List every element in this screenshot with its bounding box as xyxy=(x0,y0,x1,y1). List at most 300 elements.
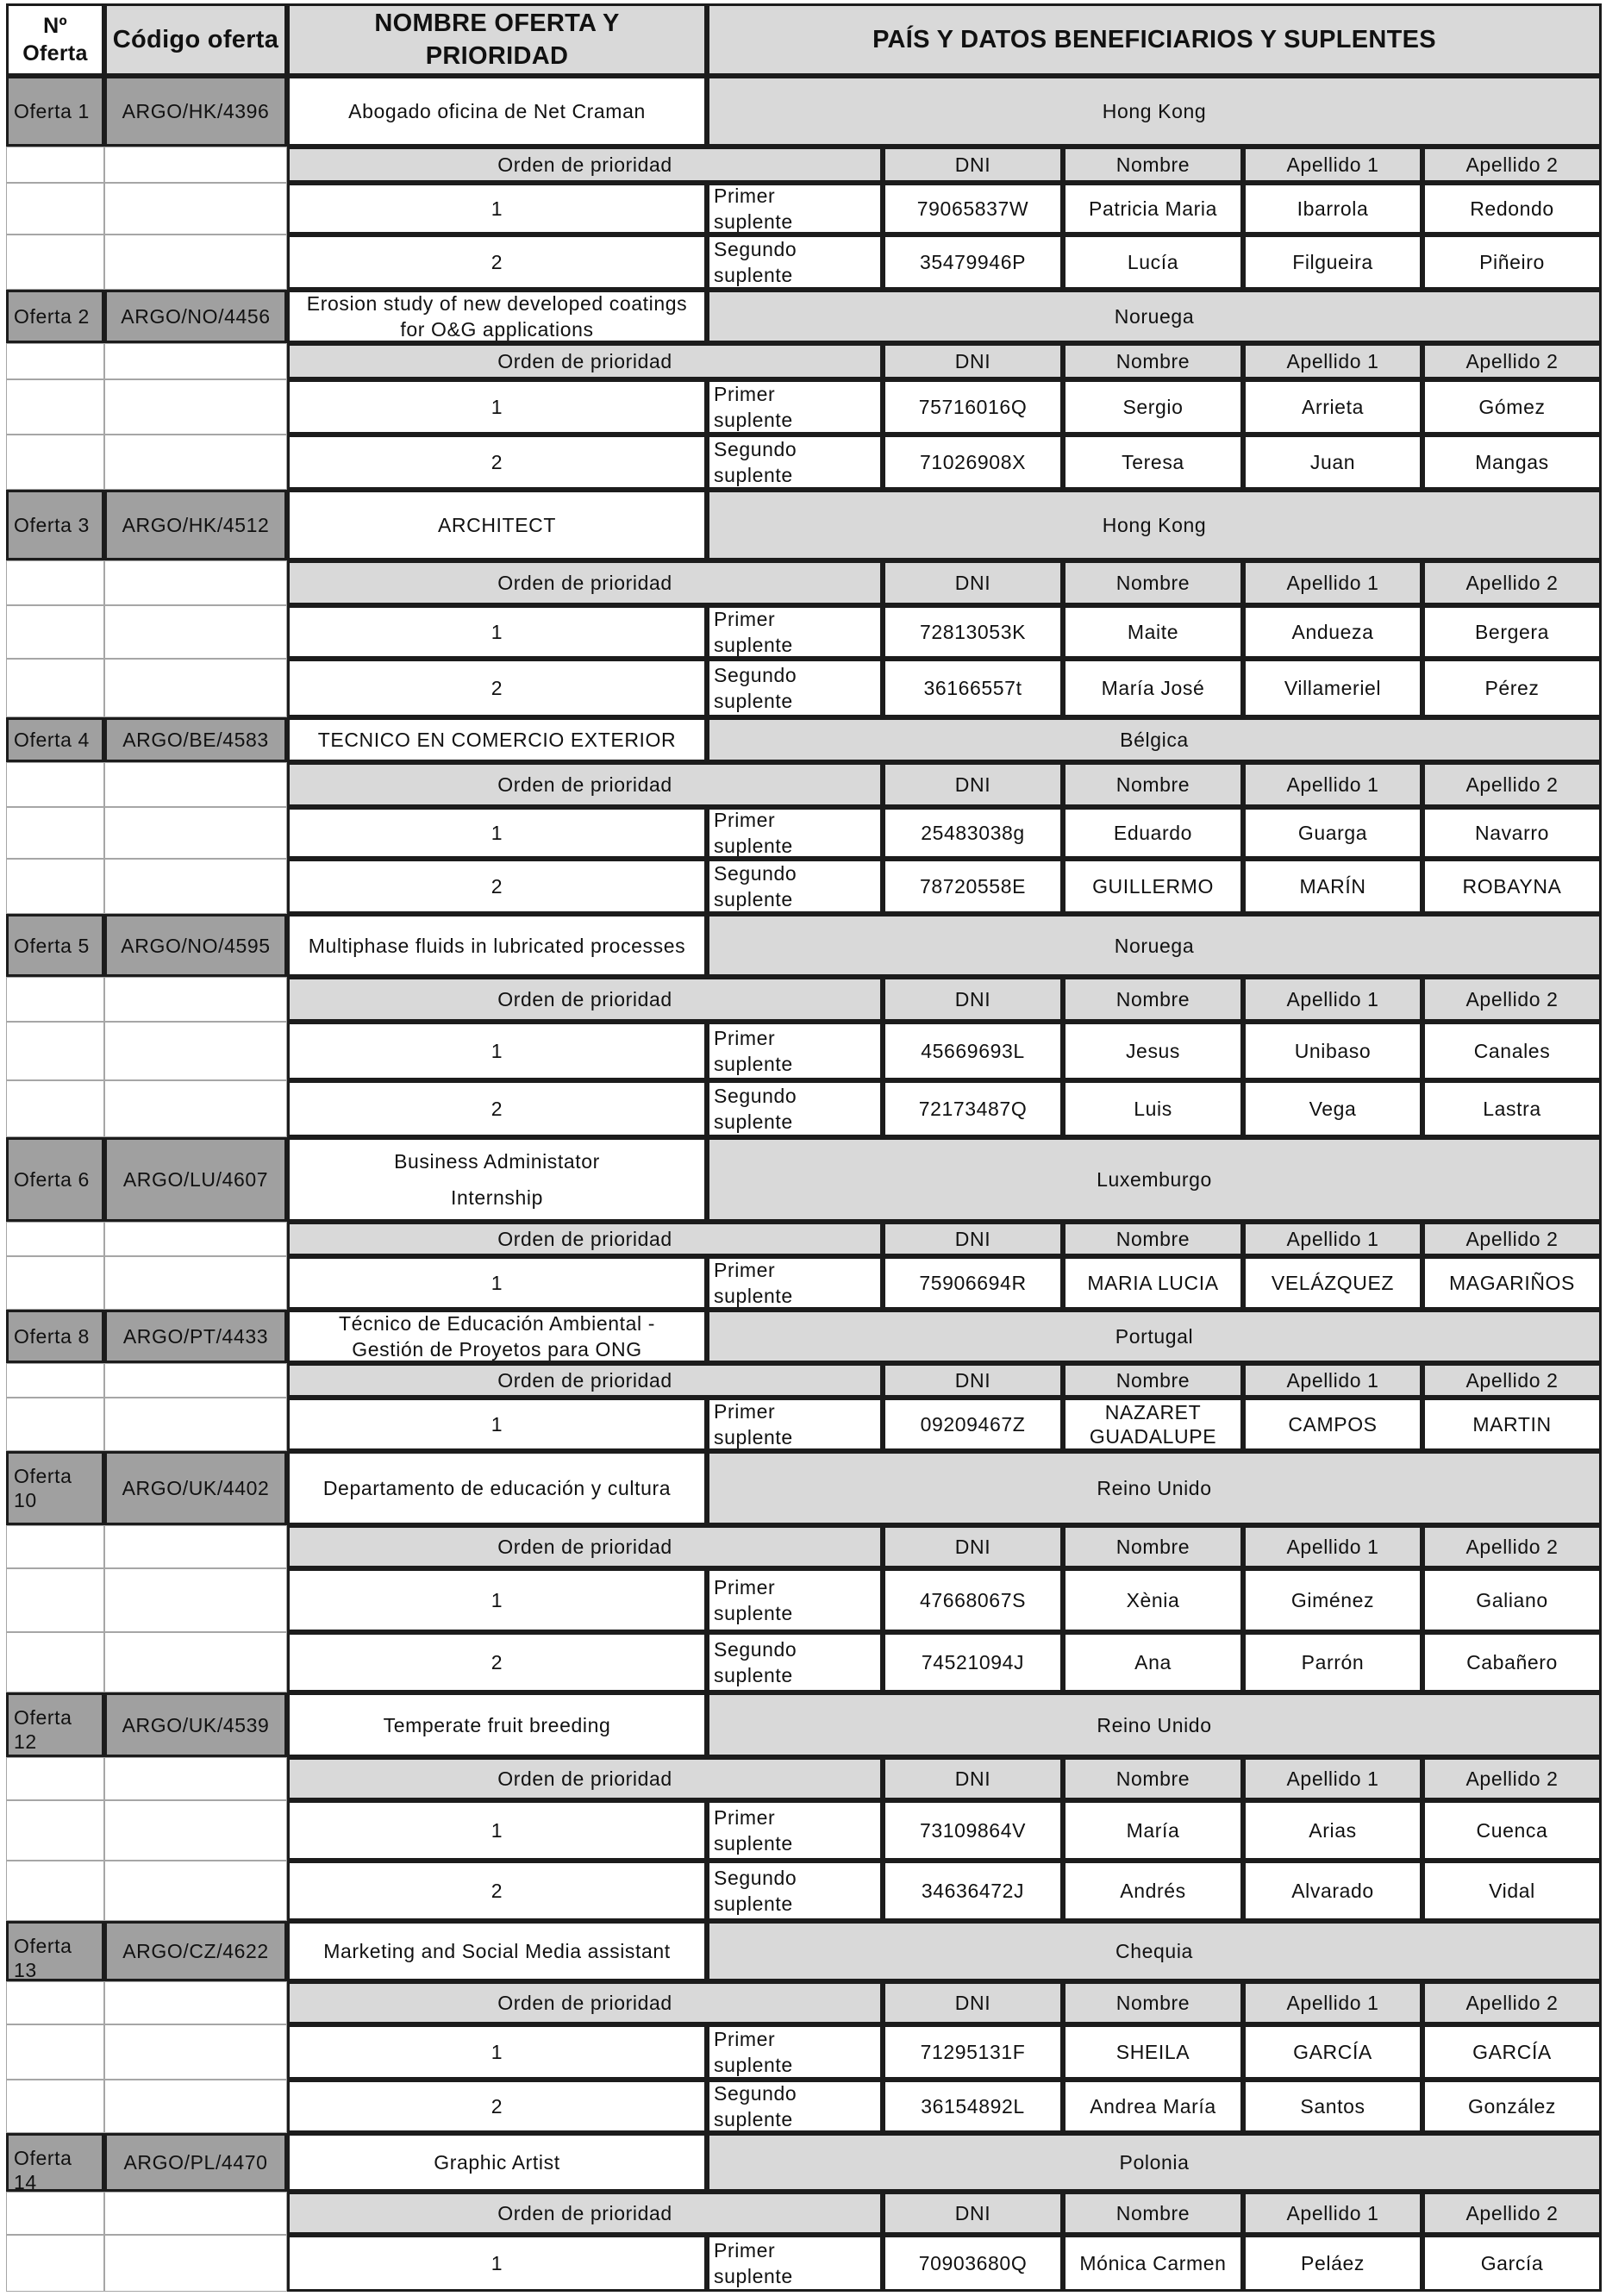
priority-order: 2 xyxy=(287,435,707,490)
apellido2-value: Canales xyxy=(1422,1022,1602,1080)
offer-code: ARGO/HK/4396 xyxy=(104,76,287,147)
apellido2-label: Apellido 2 xyxy=(1422,560,1602,605)
blank-cell xyxy=(104,1256,287,1310)
apellido2-label: Apellido 2 xyxy=(1422,1363,1602,1398)
substitute-suffix: suplente xyxy=(714,1110,793,1133)
offer-country: Luxemburgo xyxy=(707,1137,1602,1222)
nombre-value: Eduardo xyxy=(1063,807,1243,859)
apellido1-label: Apellido 1 xyxy=(1243,1363,1422,1398)
offer-country: Chequia xyxy=(707,1921,1602,1981)
substitute-type-word: Primer xyxy=(714,2028,776,2050)
apellido1-value: Parrón xyxy=(1243,1632,1422,1692)
substitute-suffix: suplente xyxy=(714,210,793,233)
offer-title: ARCHITECT xyxy=(287,490,707,560)
blank-cell xyxy=(104,2024,287,2080)
blank-cell xyxy=(6,1363,104,1398)
substitute-type-word: Segundo xyxy=(714,1085,797,1107)
substitute-type xyxy=(707,859,883,914)
offer-number: Oferta 3 xyxy=(6,490,104,560)
nombre-value: Mónica Carmen xyxy=(1063,2235,1243,2292)
substitute-suffix: suplente xyxy=(714,464,793,486)
substitute-type xyxy=(707,1861,883,1921)
blank-cell xyxy=(104,605,287,659)
header-num-text: Nº Oferta xyxy=(22,14,88,66)
blank-cell xyxy=(104,435,287,490)
nombre-value: Andrea María xyxy=(1063,2080,1243,2133)
nombre-value: NAZARET GUADALUPE xyxy=(1063,1398,1243,1451)
substitute-suffix: suplente xyxy=(714,835,793,857)
offer-title: Erosion study of new developed coatings for O&G applications xyxy=(287,290,707,343)
substitute-type-word: Primer xyxy=(714,1806,776,1829)
blank-cell xyxy=(6,1398,104,1451)
apellido2-value: González xyxy=(1422,2080,1602,2133)
apellido2-value: Galiano xyxy=(1422,1568,1602,1632)
substitute-type-word: Primer xyxy=(714,1576,776,1598)
nombre-value: Lucía xyxy=(1063,235,1243,290)
priority-label: Orden de prioridad xyxy=(287,2192,883,2235)
priority-order: 2 xyxy=(287,659,707,717)
dni-value: 71026908X xyxy=(883,435,1063,490)
offer-code: ARGO/CZ/4622 xyxy=(104,1921,287,1981)
blank-cell xyxy=(6,2192,104,2235)
apellido2-label: Apellido 2 xyxy=(1422,762,1602,807)
offer-code: ARGO/UK/4539 xyxy=(104,1692,287,1757)
priority-order: 1 xyxy=(287,1800,707,1861)
priority-order: 2 xyxy=(287,1632,707,1692)
dni-value: 47668067S xyxy=(883,1568,1063,1632)
blank-cell xyxy=(6,977,104,1022)
substitute-suffix: suplente xyxy=(714,1832,793,1855)
substitute-suffix: suplente xyxy=(714,1892,793,1915)
blank-cell xyxy=(6,1757,104,1800)
nombre-value: SHEILA xyxy=(1063,2024,1243,2080)
substitute-type xyxy=(707,435,883,490)
blank-cell xyxy=(104,2080,287,2133)
offer-number: Oferta 2 xyxy=(6,290,104,343)
substitute-suffix: suplente xyxy=(714,2265,793,2287)
blank-cell xyxy=(6,859,104,914)
blank-cell xyxy=(104,1632,287,1692)
offer-country: Noruega xyxy=(707,290,1602,343)
apellido2-value: MAGARIÑOS xyxy=(1422,1256,1602,1310)
substitute-suffix: suplente xyxy=(714,2108,793,2130)
substitute-type xyxy=(707,1632,883,1692)
dni-label: DNI xyxy=(883,1363,1063,1398)
priority-order: 2 xyxy=(287,1080,707,1137)
blank-cell xyxy=(104,1222,287,1256)
priority-label: Orden de prioridad xyxy=(287,762,883,807)
dni-label: DNI xyxy=(883,560,1063,605)
priority-order: 1 xyxy=(287,1256,707,1310)
apellido2-value: Bergera xyxy=(1422,605,1602,659)
apellido1-label: Apellido 1 xyxy=(1243,2192,1422,2235)
substitute-type xyxy=(707,807,883,859)
blank-cell xyxy=(104,147,287,183)
apellido1-value: Filgueira xyxy=(1243,235,1422,290)
blank-cell xyxy=(104,1080,287,1137)
blank-cell xyxy=(6,1861,104,1921)
dni-value: 71295131F xyxy=(883,2024,1063,2080)
nombre-label: Nombre xyxy=(1063,1222,1243,1256)
blank-cell xyxy=(6,2024,104,2080)
apellido1-value: Giménez xyxy=(1243,1568,1422,1632)
blank-cell xyxy=(6,807,104,859)
apellido1-label: Apellido 1 xyxy=(1243,1222,1422,1256)
apellido1-value: Santos xyxy=(1243,2080,1422,2133)
apellido1-value: Guarga xyxy=(1243,807,1422,859)
blank-cell xyxy=(6,343,104,379)
blank-cell xyxy=(104,1757,287,1800)
priority-label: Orden de prioridad xyxy=(287,560,883,605)
dni-value: 75716016Q xyxy=(883,379,1063,435)
substitute-type-word: Primer xyxy=(714,185,776,207)
blank-cell xyxy=(6,1800,104,1861)
nombre-value: Xènia xyxy=(1063,1568,1243,1632)
priority-label: Orden de prioridad xyxy=(287,977,883,1022)
substitute-type xyxy=(707,1256,883,1310)
substitute-type xyxy=(707,1398,883,1451)
dni-label: DNI xyxy=(883,1525,1063,1568)
offer-country: Hong Kong xyxy=(707,490,1602,560)
priority-order: 1 xyxy=(287,1398,707,1451)
substitute-type xyxy=(707,605,883,659)
apellido2-value: Piñeiro xyxy=(1422,235,1602,290)
apellido2-value: Cabañero xyxy=(1422,1632,1602,1692)
blank-cell xyxy=(6,1222,104,1256)
blank-cell xyxy=(6,147,104,183)
blank-cell xyxy=(104,1363,287,1398)
blank-cell xyxy=(104,379,287,435)
dni-label: DNI xyxy=(883,147,1063,183)
blank-cell xyxy=(6,2235,104,2292)
dni-value: 74521094J xyxy=(883,1632,1063,1692)
dni-label: DNI xyxy=(883,977,1063,1022)
substitute-type xyxy=(707,235,883,290)
offer-title: Departamento de educación y cultura xyxy=(287,1451,707,1525)
substitute-type-word: Segundo xyxy=(714,1638,797,1661)
apellido1-label: Apellido 1 xyxy=(1243,1981,1422,2024)
substitute-type-word: Segundo xyxy=(714,438,797,460)
offer-number: Oferta 5 xyxy=(6,914,104,977)
substitute-suffix: suplente xyxy=(714,1053,793,1075)
priority-order: 2 xyxy=(287,859,707,914)
offer-country: Bélgica xyxy=(707,717,1602,762)
blank-cell xyxy=(104,762,287,807)
apellido1-value: Juan xyxy=(1243,435,1422,490)
dni-value: 72173487Q xyxy=(883,1080,1063,1137)
dni-value: 09209467Z xyxy=(883,1398,1063,1451)
apellido2-value: García xyxy=(1422,2235,1602,2292)
priority-order: 2 xyxy=(287,235,707,290)
substitute-type-word: Primer xyxy=(714,1027,776,1049)
apellido2-value: ROBAYNA xyxy=(1422,859,1602,914)
substitute-type xyxy=(707,2080,883,2133)
priority-order: 1 xyxy=(287,183,707,235)
blank-cell xyxy=(104,235,287,290)
blank-cell xyxy=(6,379,104,435)
apellido1-value: Vega xyxy=(1243,1080,1422,1137)
dni-label: DNI xyxy=(883,762,1063,807)
apellido2-value: GARCÍA xyxy=(1422,2024,1602,2080)
substitute-type xyxy=(707,2235,883,2292)
offer-code: ARGO/BE/4583 xyxy=(104,717,287,762)
substitute-suffix: suplente xyxy=(714,690,793,712)
apellido1-value: GARCÍA xyxy=(1243,2024,1422,2080)
nombre-value: MARIA LUCIA xyxy=(1063,1256,1243,1310)
offer-title: Marketing and Social Media assistant xyxy=(287,1921,707,1981)
substitute-type xyxy=(707,659,883,717)
apellido2-label: Apellido 2 xyxy=(1422,2192,1602,2235)
substitute-type-word: Primer xyxy=(714,2239,776,2262)
blank-cell xyxy=(104,859,287,914)
nombre-value: Patricia Maria xyxy=(1063,183,1243,235)
apellido2-label: Apellido 2 xyxy=(1422,1981,1602,2024)
header-code: Código oferta xyxy=(104,3,287,76)
apellido1-label: Apellido 1 xyxy=(1243,560,1422,605)
nombre-value: Andrés xyxy=(1063,1861,1243,1921)
offer-country: Portugal xyxy=(707,1310,1602,1363)
nombre-value: Luis xyxy=(1063,1080,1243,1137)
offer-number: Oferta 6 xyxy=(6,1137,104,1222)
blank-cell xyxy=(6,1568,104,1632)
priority-label: Orden de prioridad xyxy=(287,1525,883,1568)
substitute-type-word: Primer xyxy=(714,1259,776,1281)
substitute-type xyxy=(707,379,883,435)
priority-order: 1 xyxy=(287,1022,707,1080)
substitute-suffix: suplente xyxy=(714,888,793,910)
dni-value: 73109864V xyxy=(883,1800,1063,1861)
nombre-label: Nombre xyxy=(1063,1757,1243,1800)
nombre-value: GUILLERMO xyxy=(1063,859,1243,914)
apellido1-value: Villameriel xyxy=(1243,659,1422,717)
priority-label: Orden de prioridad xyxy=(287,1981,883,2024)
dni-value: 72813053K xyxy=(883,605,1063,659)
offer-code: ARGO/PT/4433 xyxy=(104,1310,287,1363)
substitute-suffix: suplente xyxy=(714,1285,793,1307)
priority-order: 2 xyxy=(287,1861,707,1921)
dni-label: DNI xyxy=(883,1222,1063,1256)
offer-title-line-2: Internship xyxy=(450,1186,543,1209)
blank-cell xyxy=(6,605,104,659)
substitute-suffix: suplente xyxy=(714,1426,793,1448)
nombre-label: Nombre xyxy=(1063,1981,1243,2024)
blank-cell xyxy=(6,1080,104,1137)
offer-country: Hong Kong xyxy=(707,76,1602,147)
apellido2-value: Mangas xyxy=(1422,435,1602,490)
offer-number: Oferta 12 xyxy=(6,1692,104,1757)
apellido2-label: Apellido 2 xyxy=(1422,1222,1602,1256)
blank-cell xyxy=(104,977,287,1022)
substitute-type xyxy=(707,1080,883,1137)
nombre-value: Jesus xyxy=(1063,1022,1243,1080)
header-country: PAÍS Y DATOS BENEFICIARIOS Y SUPLENTES xyxy=(707,3,1602,76)
blank-cell xyxy=(104,659,287,717)
offer-number: Oferta 8 xyxy=(6,1310,104,1363)
offer-number: Oferta 4 xyxy=(6,717,104,762)
offer-title-line-1: Business Administator xyxy=(394,1150,600,1173)
nombre-label: Nombre xyxy=(1063,1363,1243,1398)
substitute-suffix: suplente xyxy=(714,264,793,286)
apellido1-value: Andueza xyxy=(1243,605,1422,659)
offer-title: Multiphase fluids in lubricated processes xyxy=(287,914,707,977)
offer-title: TECNICO EN COMERCIO EXTERIOR xyxy=(287,717,707,762)
offer-code: ARGO/NO/4595 xyxy=(104,914,287,977)
dni-value: 25483038g xyxy=(883,807,1063,859)
blank-cell xyxy=(6,762,104,807)
substitute-suffix: suplente xyxy=(714,1664,793,1686)
dni-label: DNI xyxy=(883,343,1063,379)
offer-number: Oferta 13 xyxy=(6,1921,104,1981)
apellido1-value: Unibaso xyxy=(1243,1022,1422,1080)
dni-value: 75906694R xyxy=(883,1256,1063,1310)
nombre-label: Nombre xyxy=(1063,147,1243,183)
apellido1-value: VELÁZQUEZ xyxy=(1243,1256,1422,1310)
blank-cell xyxy=(104,343,287,379)
nombre-value: Sergio xyxy=(1063,379,1243,435)
blank-cell xyxy=(6,1525,104,1568)
offer-code: ARGO/HK/4512 xyxy=(104,490,287,560)
priority-order: 1 xyxy=(287,379,707,435)
apellido2-label: Apellido 2 xyxy=(1422,343,1602,379)
offer-country: Polonia xyxy=(707,2133,1602,2192)
substitute-type-word: Primer xyxy=(714,608,776,630)
apellido1-value: MARÍN xyxy=(1243,859,1422,914)
offer-number: Oferta 1 xyxy=(6,76,104,147)
substitute-suffix: suplente xyxy=(714,2054,793,2076)
blank-cell xyxy=(104,1800,287,1861)
priority-order: 1 xyxy=(287,2235,707,2292)
blank-cell xyxy=(6,435,104,490)
substitute-type-word: Primer xyxy=(714,1400,776,1423)
substitute-type-word: Primer xyxy=(714,809,776,831)
offer-title: Temperate fruit breeding xyxy=(287,1692,707,1757)
blank-cell xyxy=(104,1861,287,1921)
priority-label: Orden de prioridad xyxy=(287,343,883,379)
priority-label: Orden de prioridad xyxy=(287,147,883,183)
header-num xyxy=(6,3,104,76)
apellido1-label: Apellido 1 xyxy=(1243,147,1422,183)
nombre-value: Teresa xyxy=(1063,435,1243,490)
offer-title: Graphic Artist xyxy=(287,2133,707,2192)
apellido1-value: Peláez xyxy=(1243,2235,1422,2292)
priority-order: 1 xyxy=(287,807,707,859)
priority-order: 2 xyxy=(287,2080,707,2133)
offer-code: ARGO/PL/4470 xyxy=(104,2133,287,2192)
blank-cell xyxy=(104,2235,287,2292)
apellido1-label: Apellido 1 xyxy=(1243,1757,1422,1800)
apellido1-label: Apellido 1 xyxy=(1243,343,1422,379)
priority-order: 1 xyxy=(287,2024,707,2080)
blank-cell xyxy=(6,2080,104,2133)
offer-code: ARGO/LU/4607 xyxy=(104,1137,287,1222)
apellido2-label: Apellido 2 xyxy=(1422,977,1602,1022)
nombre-value: Maite xyxy=(1063,605,1243,659)
offer-title: Técnico de Educación Ambiental - Gestión de Proyetos para ONG xyxy=(287,1310,707,1363)
substitute-type-word: Primer xyxy=(714,383,776,405)
apellido1-value: Ibarrola xyxy=(1243,183,1422,235)
apellido1-value: CAMPOS xyxy=(1243,1398,1422,1451)
apellido2-value: Vidal xyxy=(1422,1861,1602,1921)
blank-cell xyxy=(104,1022,287,1080)
blank-cell xyxy=(6,235,104,290)
blank-cell xyxy=(6,1632,104,1692)
substitute-type-word: Segundo xyxy=(714,1867,797,1889)
substitute-type xyxy=(707,1568,883,1632)
nombre-label: Nombre xyxy=(1063,2192,1243,2235)
apellido2-label: Apellido 2 xyxy=(1422,147,1602,183)
substitute-type xyxy=(707,1022,883,1080)
substitute-type xyxy=(707,1800,883,1861)
blank-cell xyxy=(104,1398,287,1451)
priority-order: 1 xyxy=(287,1568,707,1632)
apellido2-value: Cuenca xyxy=(1422,1800,1602,1861)
nombre-label: Nombre xyxy=(1063,977,1243,1022)
priority-order: 1 xyxy=(287,605,707,659)
apellido1-value: Arias xyxy=(1243,1800,1422,1861)
blank-cell xyxy=(104,2192,287,2235)
substitute-type-word: Segundo xyxy=(714,238,797,260)
offer-title xyxy=(287,1137,707,1222)
blank-cell xyxy=(104,807,287,859)
substitute-suffix: suplente xyxy=(714,1602,793,1624)
nombre-label: Nombre xyxy=(1063,762,1243,807)
apellido1-label: Apellido 1 xyxy=(1243,1525,1422,1568)
blank-cell xyxy=(6,183,104,235)
blank-cell xyxy=(6,1022,104,1080)
dni-value: 35479946P xyxy=(883,235,1063,290)
offer-country: Reino Unido xyxy=(707,1451,1602,1525)
dni-label: DNI xyxy=(883,2192,1063,2235)
nombre-label: Nombre xyxy=(1063,343,1243,379)
blank-cell xyxy=(104,1525,287,1568)
substitute-type-word: Segundo xyxy=(714,2082,797,2105)
apellido1-label: Apellido 1 xyxy=(1243,977,1422,1022)
substitute-type-word: Segundo xyxy=(714,664,797,686)
offer-country: Noruega xyxy=(707,914,1602,977)
substitute-type xyxy=(707,183,883,235)
blank-cell xyxy=(104,1568,287,1632)
blank-cell xyxy=(104,1981,287,2024)
blank-cell xyxy=(6,1256,104,1310)
blank-cell xyxy=(104,560,287,605)
substitute-suffix: suplente xyxy=(714,634,793,656)
offer-title: Abogado oficina de Net Craman xyxy=(287,76,707,147)
blank-cell xyxy=(6,1981,104,2024)
blank-cell xyxy=(104,183,287,235)
apellido2-label: Apellido 2 xyxy=(1422,1757,1602,1800)
dni-value: 36154892L xyxy=(883,2080,1063,2133)
apellido2-value: Pérez xyxy=(1422,659,1602,717)
header-name: NOMBRE OFERTA Y PRIORIDAD xyxy=(287,3,707,76)
apellido1-value: Arrieta xyxy=(1243,379,1422,435)
nombre-value: María xyxy=(1063,1800,1243,1861)
dni-value: 34636472J xyxy=(883,1861,1063,1921)
nombre-label: Nombre xyxy=(1063,560,1243,605)
dni-value: 78720558E xyxy=(883,859,1063,914)
dni-label: DNI xyxy=(883,1981,1063,2024)
dni-value: 79065837W xyxy=(883,183,1063,235)
apellido2-value: Redondo xyxy=(1422,183,1602,235)
priority-label: Orden de prioridad xyxy=(287,1363,883,1398)
blank-cell xyxy=(6,560,104,605)
nombre-label: Nombre xyxy=(1063,1525,1243,1568)
priority-label: Orden de prioridad xyxy=(287,1222,883,1256)
apellido2-value: Lastra xyxy=(1422,1080,1602,1137)
substitute-type-word: Segundo xyxy=(714,862,797,885)
dni-label: DNI xyxy=(883,1757,1063,1800)
substitute-suffix: suplente xyxy=(714,409,793,431)
apellido2-value: Navarro xyxy=(1422,807,1602,859)
